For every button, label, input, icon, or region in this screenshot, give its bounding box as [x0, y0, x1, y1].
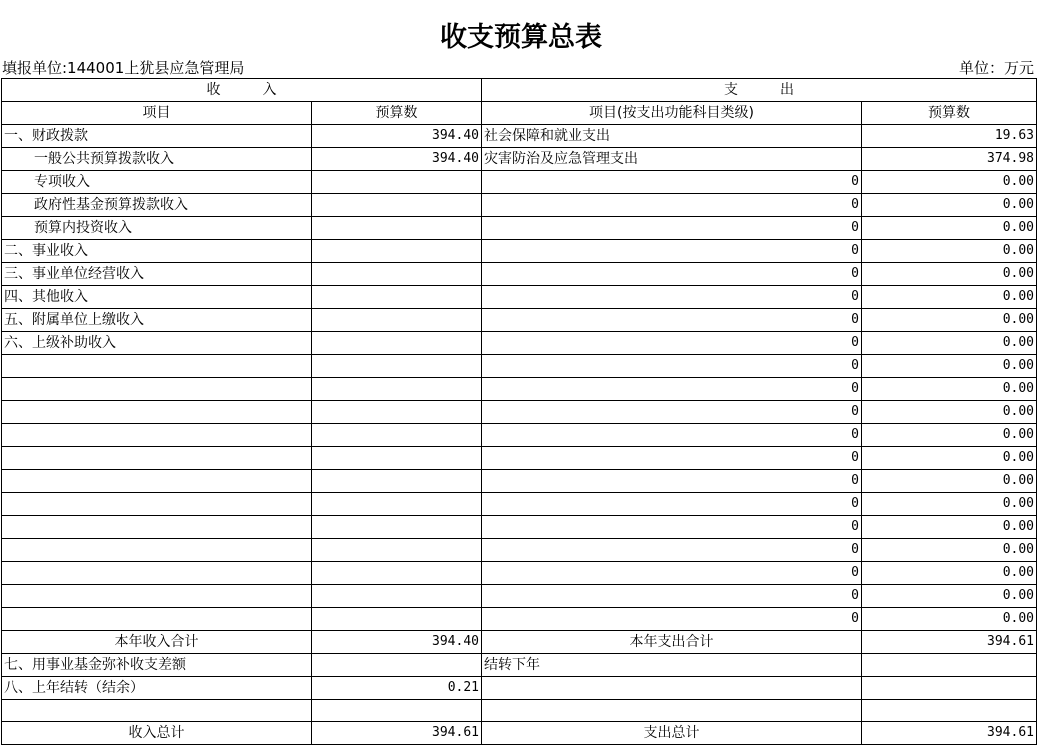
expense-value-cell: 0.00: [862, 401, 1037, 424]
expense-value-cell: 0.00: [862, 562, 1037, 585]
table-row: [2, 470, 1037, 493]
expense-value-cell: 0.00: [862, 355, 1037, 378]
expense-item-cell: [482, 700, 862, 722]
table-row: [2, 263, 1037, 286]
expense-mid-cell: 0: [759, 424, 862, 447]
col-header-expense-item: 项目(按支出功能科目类级): [482, 102, 862, 125]
expense-mid-cell: 0: [759, 539, 862, 562]
expense-value-cell: 0.00: [862, 171, 1037, 194]
income-value-cell: 394.40: [312, 148, 482, 171]
income-value-cell: [312, 516, 482, 539]
income-value-cell: [312, 654, 482, 677]
expense-item-cell: [482, 240, 759, 263]
table-row: [2, 217, 1037, 240]
expense-value-cell: 0.00: [862, 539, 1037, 562]
expense-total-label: 本年支出合计: [482, 631, 862, 654]
income-item-cell: 八、上年结转（结余）: [2, 677, 312, 700]
expense-value-cell: 0.00: [862, 217, 1037, 240]
income-value-cell: 0.21: [312, 677, 482, 700]
expense-mid-cell: [759, 125, 862, 148]
expense-item-cell: [482, 194, 759, 217]
expense-mid-cell: 0: [759, 378, 862, 401]
expense-value-cell: 0.00: [862, 240, 1037, 263]
income-value-cell: [312, 217, 482, 240]
income-item-cell: [2, 378, 312, 401]
col-header-income-item: 项目: [2, 102, 312, 125]
expense-mid-cell: 0: [759, 516, 862, 539]
income-item-cell: [2, 539, 312, 562]
table-row: [2, 516, 1037, 539]
expense-value-cell: [862, 700, 1037, 722]
table-row: [2, 447, 1037, 470]
expense-mid-cell: 0: [759, 447, 862, 470]
income-section-header: 收 入: [2, 79, 482, 102]
reporting-unit: 填报单位:144001上犹县应急管理局: [2, 59, 245, 77]
expense-mid-cell: 0: [759, 263, 862, 286]
expense-item-cell: [482, 171, 759, 194]
expense-item-cell: [482, 447, 759, 470]
expense-mid-cell: 0: [759, 286, 862, 309]
income-value-cell: [312, 539, 482, 562]
table-row: [2, 700, 1037, 722]
expense-item-cell: [482, 309, 759, 332]
expense-value-cell: 0.00: [862, 447, 1037, 470]
expense-value-cell: [862, 654, 1037, 677]
expense-item-cell: [482, 562, 759, 585]
expense-value-cell: 0.00: [862, 378, 1037, 401]
income-total-label: 本年收入合计: [2, 631, 312, 654]
expense-mid-cell: 0: [759, 470, 862, 493]
expense-mid-cell: 0: [759, 194, 862, 217]
table-row: [2, 355, 1037, 378]
income-item-cell: [2, 470, 312, 493]
income-value-cell: [312, 355, 482, 378]
income-value-cell: [312, 378, 482, 401]
expense-item-cell: [482, 516, 759, 539]
expense-item-cell: [482, 286, 759, 309]
expense-value-cell: 0.00: [862, 470, 1037, 493]
table-row: [2, 286, 1037, 309]
expense-item-cell: 社会保障和就业支出: [482, 125, 759, 148]
income-item-cell-text: 专项收入: [34, 174, 90, 190]
income-value-cell: [312, 309, 482, 332]
table-row: [2, 585, 1037, 608]
expense-mid-cell: [759, 148, 862, 171]
col-header-expense-budget: 预算数: [862, 102, 1037, 125]
income-item-cell: [2, 171, 312, 194]
table-row: [2, 562, 1037, 585]
income-value-cell: [312, 470, 482, 493]
expense-value-cell: 0.00: [862, 263, 1037, 286]
income-item-cell-text: 政府性基金预算拨款收入: [34, 197, 188, 213]
expense-item-cell: [482, 677, 862, 700]
annual-total-row: [2, 631, 1037, 654]
income-value-cell: [312, 700, 482, 722]
expense-item-cell: [482, 470, 759, 493]
table-row: [2, 309, 1037, 332]
income-item-cell: 六、上级补助收入: [2, 332, 312, 355]
expense-value-cell: 0.00: [862, 309, 1037, 332]
expense-value-cell: 0.00: [862, 516, 1037, 539]
income-item-cell: 三、事业单位经营收入: [2, 263, 312, 286]
income-value-cell: [312, 401, 482, 424]
expense-item-cell: 灾害防治及应急管理支出: [482, 148, 759, 171]
currency-unit: 单位：万元: [958, 59, 1034, 77]
income-item-cell: [2, 493, 312, 516]
expense-value-cell: 0.00: [862, 194, 1037, 217]
expense-item-cell: 结转下年: [482, 654, 862, 677]
table-row: [2, 424, 1037, 447]
income-value-cell: [312, 447, 482, 470]
table-row: [2, 171, 1037, 194]
expense-value-cell: 0.00: [862, 286, 1037, 309]
income-value-cell: [312, 585, 482, 608]
expense-mid-cell: 0: [759, 240, 862, 263]
income-value-cell: [312, 240, 482, 263]
income-value-cell: [312, 171, 482, 194]
expense-value-cell: 0.00: [862, 608, 1037, 631]
expense-value-cell: 0.00: [862, 424, 1037, 447]
income-item-cell: [2, 585, 312, 608]
expense-mid-cell: 0: [759, 493, 862, 516]
expense-mid-cell: 0: [759, 217, 862, 240]
expense-mid-cell: 0: [759, 401, 862, 424]
col-header-income-budget: 预算数: [312, 102, 482, 125]
expense-mid-cell: 0: [759, 171, 862, 194]
expense-item-cell: [482, 585, 759, 608]
income-value-cell: 394.40: [312, 125, 482, 148]
income-grand-value: 394.61: [312, 722, 482, 745]
expense-value-cell: 19.63: [862, 125, 1037, 148]
income-item-cell: 七、用事业基金弥补收支差额: [2, 654, 312, 677]
expense-item-cell: [482, 401, 759, 424]
income-item-cell: [2, 148, 312, 171]
income-item-cell: [2, 401, 312, 424]
expense-mid-cell: 0: [759, 608, 862, 631]
expense-grand-label: 支出总计: [482, 722, 862, 745]
expense-item-cell: [482, 608, 759, 631]
expense-item-cell: [482, 217, 759, 240]
expense-value-cell: 0.00: [862, 585, 1037, 608]
table-row: [2, 148, 1037, 171]
income-total-value: 394.40: [312, 631, 482, 654]
expense-mid-cell: 0: [759, 585, 862, 608]
budget-table: [1, 78, 1037, 745]
table-row: [2, 332, 1037, 355]
income-value-cell: [312, 424, 482, 447]
income-item-cell: 一、财政拨款: [2, 125, 312, 148]
income-item-cell: [2, 424, 312, 447]
expense-value-cell: [862, 677, 1037, 700]
income-item-cell: [2, 447, 312, 470]
income-item-cell: [2, 700, 312, 722]
table-row: [2, 378, 1037, 401]
expense-mid-cell: 0: [759, 309, 862, 332]
expense-item-cell: [482, 355, 759, 378]
page-title: 收支预算总表: [440, 22, 602, 53]
income-item-cell: [2, 217, 312, 240]
section-header-row: [2, 79, 1037, 102]
table-row: [2, 608, 1037, 631]
table-row: [2, 401, 1037, 424]
table-row: [2, 194, 1037, 217]
table-row: [2, 539, 1037, 562]
expense-value-cell: 374.98: [862, 148, 1037, 171]
expense-item-cell: [482, 332, 759, 355]
expense-grand-value: 394.61: [862, 722, 1037, 745]
expense-item-cell: [482, 539, 759, 562]
income-item-cell-text: 一般公共预算拨款收入: [34, 151, 174, 167]
expense-item-cell: [482, 424, 759, 447]
expense-section-header: 支 出: [482, 79, 1037, 102]
table-row: [2, 240, 1037, 263]
income-item-cell: 四、其他收入: [2, 286, 312, 309]
expense-total-value: 394.61: [862, 631, 1037, 654]
income-value-cell: [312, 194, 482, 217]
income-item-cell: 五、附属单位上缴收入: [2, 309, 312, 332]
income-item-cell: [2, 355, 312, 378]
income-value-cell: [312, 608, 482, 631]
income-value-cell: [312, 562, 482, 585]
expense-item-cell: [482, 263, 759, 286]
column-header-row: [2, 102, 1037, 125]
income-item-cell: [2, 608, 312, 631]
income-item-cell: [2, 194, 312, 217]
expense-value-cell: 0.00: [862, 332, 1037, 355]
expense-mid-cell: 0: [759, 355, 862, 378]
income-value-cell: [312, 332, 482, 355]
table-row: [2, 677, 1037, 700]
grand-total-row: [2, 722, 1037, 745]
income-value-cell: [312, 286, 482, 309]
income-item-cell-text: 预算内投资收入: [34, 220, 132, 236]
income-item-cell: [2, 562, 312, 585]
table-row: [2, 493, 1037, 516]
income-item-cell: [2, 516, 312, 539]
expense-mid-cell: 0: [759, 332, 862, 355]
expense-item-cell: [482, 378, 759, 401]
expense-item-cell: [482, 493, 759, 516]
income-value-cell: [312, 263, 482, 286]
income-value-cell: [312, 493, 482, 516]
income-item-cell: 二、事业收入: [2, 240, 312, 263]
table-row: [2, 125, 1037, 148]
table-row: [2, 654, 1037, 677]
expense-mid-cell: 0: [759, 562, 862, 585]
expense-value-cell: 0.00: [862, 493, 1037, 516]
income-grand-label: 收入总计: [2, 722, 312, 745]
